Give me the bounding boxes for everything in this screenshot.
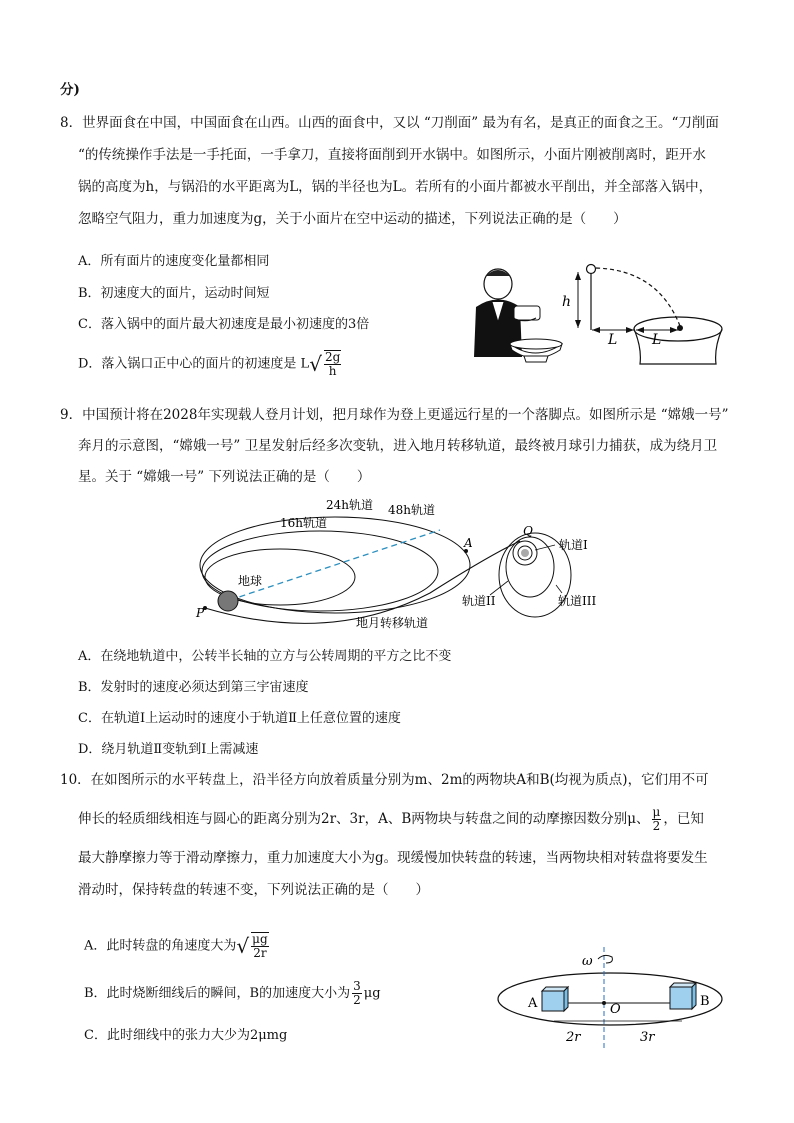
q10-option-a-text: A．此时转盘的角速度大为 [84, 938, 237, 954]
label-3r: 3r [640, 1030, 655, 1045]
q9-line-2: 奔月的示意图，“嫦娥一号” 卫星发射后经多次变轨，进入地月转移轨道，最终被月球引力捕获，成为绕月卫 [78, 438, 718, 454]
label-48h-orbit: 48h轨道 [388, 503, 435, 517]
label-orbit-I: 轨道I [559, 538, 588, 552]
label-h: h [562, 294, 572, 310]
q10-line-1: 10．在如图所示的水平转盘上，沿半径方向放着质量分别为m、2m的两物块A和B(均视为质点)，它们用不可 [60, 772, 709, 788]
turntable-diagram [494, 945, 734, 1050]
mu-half-fraction [652, 806, 662, 833]
q10-line-4: 滑动时，保持转盘的转速不变，下列说法正确的是（ ） [78, 882, 429, 898]
fraction-numerator: μg [252, 932, 268, 946]
label-24h-orbit: 24h轨道 [326, 498, 373, 512]
fraction-numerator: 3 [353, 979, 361, 993]
q8-option-c: C．落入锅中的面片最大初速度是最小初速度的3倍 [78, 317, 370, 332]
chef-illustration [470, 262, 570, 372]
label-O: O [610, 1002, 621, 1017]
fraction-denominator: 2 [652, 819, 661, 833]
q10-line-2-text: 伸长的轻质细线相连与圆心的距离分别为2r、3r，A、B两物块与转盘之间的动摩擦因数分别μ、 [78, 811, 650, 827]
label-A: A [464, 536, 473, 550]
sqrt-symbol: √ [236, 934, 250, 958]
label-L-2: L [652, 332, 662, 348]
q8-option-d [78, 350, 343, 378]
q9-option-d: D．绕月轨道Ⅱ变轨到Ⅰ上需减速 [78, 742, 259, 757]
q10-option-b-text: B．此时烧断细线后的瞬间，B的加速度大小为 [84, 986, 351, 1001]
q8-option-d-fraction [324, 350, 341, 378]
q9-line-3: 星。关于 “嫦娥一号” 下列说法正确的是（ ） [78, 469, 371, 485]
q9-option-a: A．在绕地轨道中，公转半长轴的立方与公转周期的平方之比不变 [78, 649, 452, 664]
fraction-denominator: 2 [353, 993, 361, 1007]
three-halves-fraction [352, 980, 362, 1007]
label-orbit-II: 轨道II [462, 594, 496, 608]
orbit-diagram [190, 495, 610, 635]
continued-fragment: 分) [60, 82, 80, 98]
q9-option-b: B．发射时的速度必须达到第三宇宙速度 [78, 680, 309, 695]
label-A: A [528, 996, 538, 1011]
q10-option-a [84, 932, 271, 960]
label-16h-orbit: 16h轨道 [280, 516, 327, 530]
q8-option-d-text: D．落入锅口正中心的面片的初速度是 L [78, 356, 310, 372]
fraction-denominator: 2r [253, 946, 267, 960]
fraction-numerator: 2g [324, 350, 341, 364]
q8-line-3: 锅的高度为h，与锅沿的水平距离为L，锅的半径也为L。若所有的小面片都被水平削出，并全部落入锅中， [78, 179, 713, 195]
q8-line-2: “的传统操作手法是一手托面，一手拿刀，直接将面削到开水锅中。如图所示，小面片刚被削离时，距开水 [78, 147, 706, 163]
fraction-numerator: μ [652, 805, 661, 819]
fraction-denominator: h [328, 364, 337, 378]
q10-option-b-suffix: μg [363, 986, 381, 1001]
q10-line-2 [78, 806, 704, 833]
label-earth: 地球 [238, 574, 263, 588]
label-P: P [196, 606, 205, 620]
label-2r: 2r [566, 1030, 581, 1045]
label-B: B [700, 994, 710, 1009]
label-orbit-III: 轨道III [558, 594, 597, 608]
q10-option-c: C．此时细线中的张力大少为2μmg [84, 1028, 288, 1043]
q9-option-c: C．在轨道Ⅰ上运动时的速度小于轨道Ⅱ上任意位置的速度 [78, 711, 401, 726]
q10-option-b [84, 980, 381, 1007]
label-omega: ω [582, 954, 593, 969]
label-L-1: L [608, 332, 618, 348]
q10-line-2-suffix: ，已知 [663, 811, 704, 827]
q10-line-3: 最大静摩擦力等于滑动摩擦力，重力加速度大小为g。现缓慢加快转盘的转速，当两物块相对转盘将要发生 [78, 850, 708, 866]
q9-line-1: 9．中国预计将在2028年实现载人登月计划，把月球作为登上更遥远行星的一个落脚点。如图所示是 “嫦娥一号” [60, 407, 729, 423]
label-Q: Q [523, 524, 533, 538]
q10-option-a-fraction [251, 932, 268, 960]
sqrt-symbol: √ [309, 352, 322, 376]
label-transfer-orbit: 地月转移轨道 [356, 616, 429, 630]
q8-line-1: 8．世界面食在中国，中国面食在山西。山西的面食中，又以 “刀削面” 最为有名，是真正的面食之王。“刀削面 [60, 115, 719, 131]
q8-option-a: A．所有面片的速度变化量都相同 [78, 254, 270, 269]
pot-trajectory-figure [562, 258, 728, 370]
q8-option-b: B．初速度大的面片，运动时间短 [78, 286, 270, 301]
q8-line-4: 忽略空气阻力，重力加速度为g，关于小面片在空中运动的描述，下列说法正确的是（ ） [78, 211, 627, 227]
